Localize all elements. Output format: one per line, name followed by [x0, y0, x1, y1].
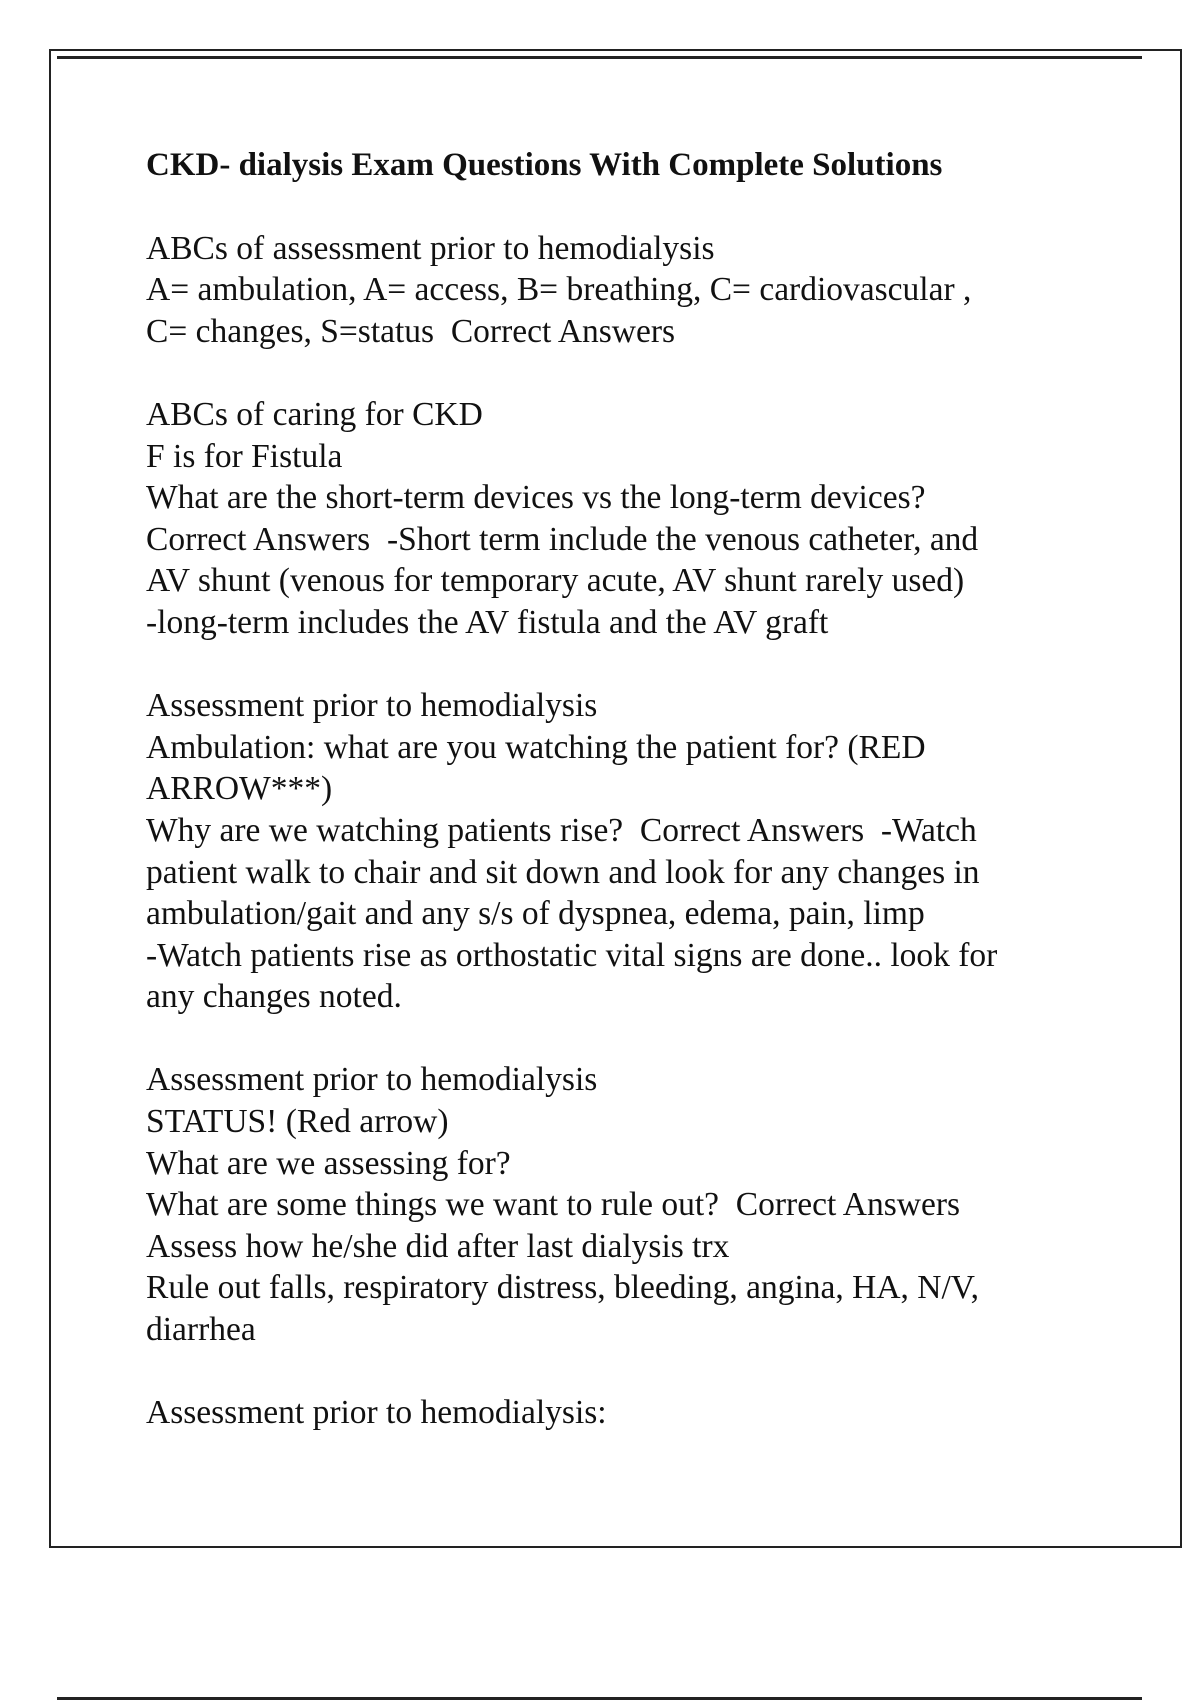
text-line: ARROW***) — [146, 770, 333, 808]
qa-paragraph — [146, 685, 1166, 1018]
qa-paragraph — [146, 394, 1166, 644]
text-line: any changes noted. — [146, 978, 402, 1016]
text-line: Ambulation: what are you watching the patient for? (RED — [146, 728, 926, 766]
text-line: AV shunt (venous for temporary acute, AV shunt rarely used) — [146, 562, 965, 600]
text-line: Assessment prior to hemodialysis — [146, 687, 598, 725]
text-line: Why are we watching patients rise? Correct Answers -Watch — [146, 811, 977, 849]
text-line: A= ambulation, A= access, B= breathing, C= cardiovascular , — [146, 271, 972, 309]
text-line: ABCs of caring for CKD — [146, 395, 483, 433]
qa-paragraph — [146, 1392, 1166, 1434]
text-line: Assess how he/she did after last dialysis trx — [146, 1227, 730, 1265]
text-line: ABCs of assessment prior to hemodialysis — [146, 229, 715, 267]
text-line: Assessment prior to hemodialysis: — [146, 1394, 607, 1432]
text-line: patient walk to chair and sit down and look for any changes in — [146, 853, 980, 891]
text-line: Assessment prior to hemodialysis — [146, 1061, 598, 1099]
text-line: Rule out falls, respiratory distress, bleeding, angina, HA, N/V, — [146, 1269, 980, 1307]
qa-paragraph — [146, 1059, 1166, 1350]
qa-paragraph — [146, 228, 1166, 353]
text-line: What are some things we want to rule out? Correct Answers — [146, 1186, 961, 1224]
text-line: Correct Answers -Short term include the venous catheter, and — [146, 520, 979, 558]
document-body — [146, 144, 1166, 1434]
text-line: -Watch patients rise as orthostatic vital signs are done.. look for — [146, 936, 998, 974]
text-line: -long-term includes the AV fistula and the AV graft — [146, 603, 829, 641]
text-line: C= changes, S=status Correct Answers — [146, 312, 676, 350]
text-line: ambulation/gait and any s/s of dyspnea, edema, pain, limp — [146, 895, 925, 933]
text-line: What are we assessing for? — [146, 1144, 511, 1182]
text-line: What are the short-term devices vs the long-term devices? — [146, 479, 926, 517]
text-line: STATUS! (Red arrow) — [146, 1103, 449, 1141]
text-line: F is for Fistula — [146, 437, 343, 475]
header-rule — [57, 56, 1142, 59]
text-line: diarrhea — [146, 1311, 256, 1349]
document-title: CKD- dialysis Exam Questions With Complete Solutions — [146, 147, 943, 183]
